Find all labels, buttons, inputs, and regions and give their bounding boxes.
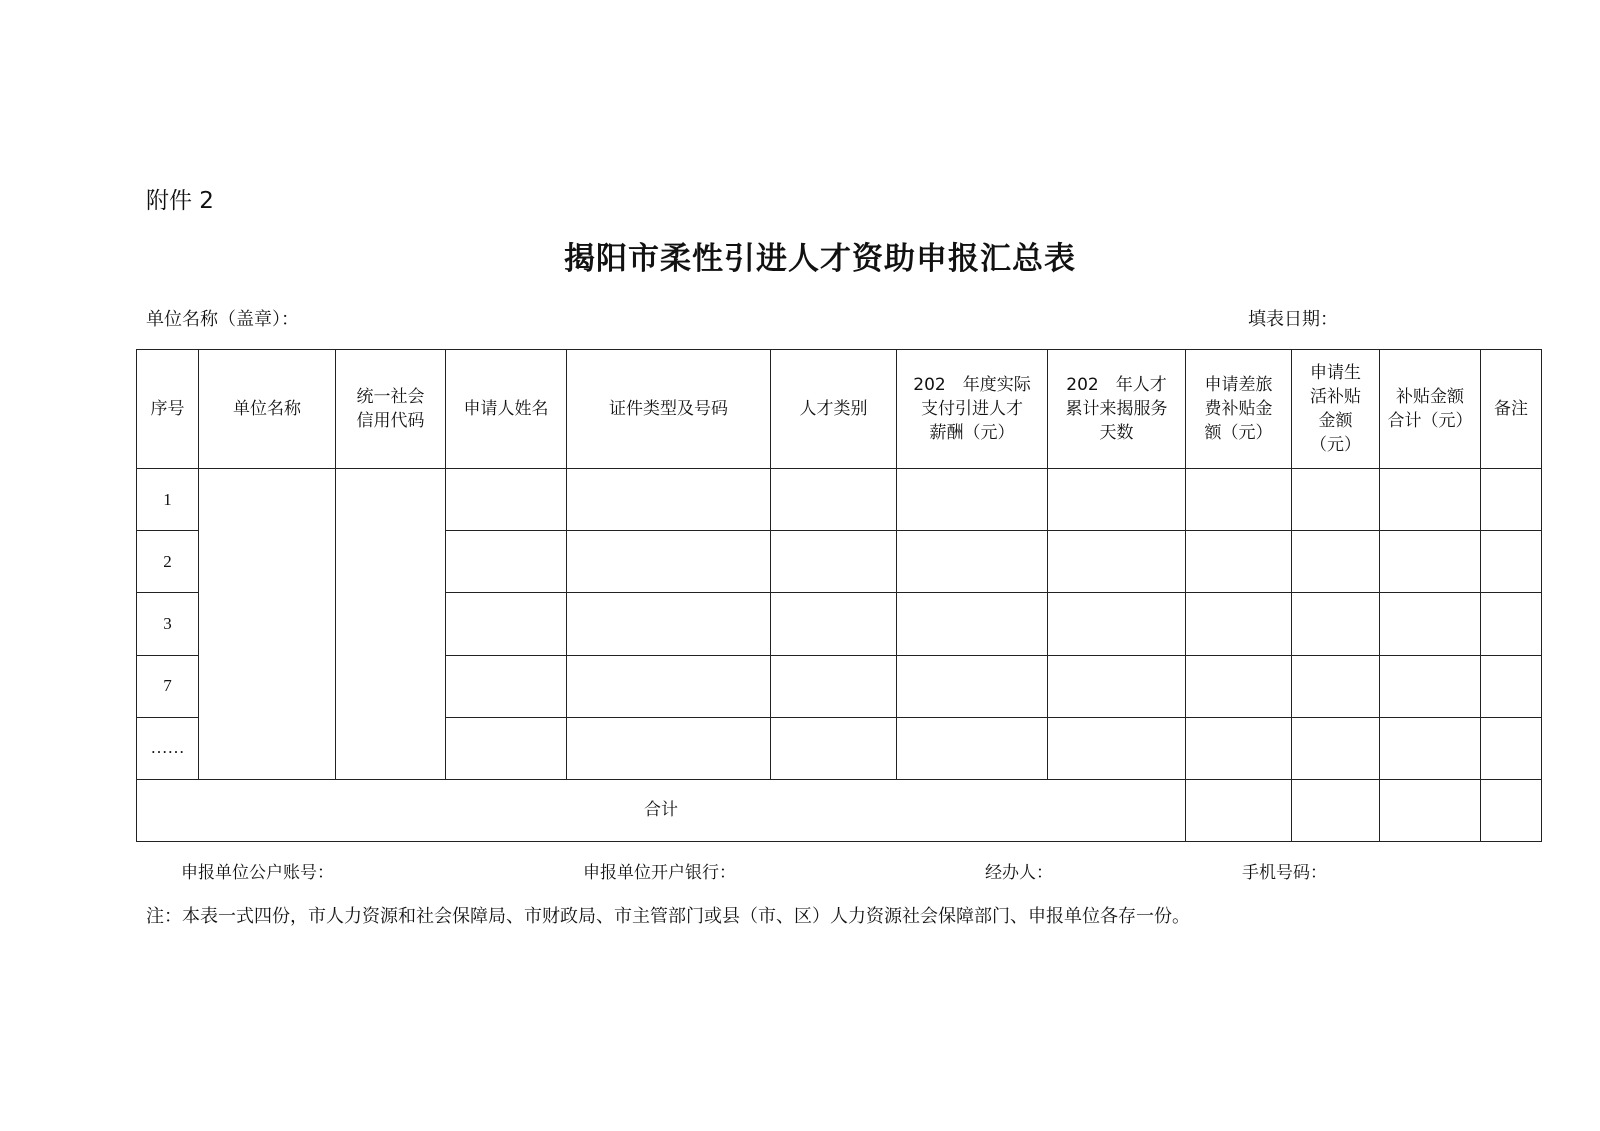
page-title: 揭阳市柔性引进人才资助申报汇总表 <box>564 241 1076 277</box>
table-row <box>137 469 1542 531</box>
header-applicant: 申请人姓名 <box>446 350 567 469</box>
header-remark: 备注 <box>1481 350 1542 469</box>
total-row <box>137 779 1542 841</box>
row-number: 1 <box>137 469 199 531</box>
phone-label: 手机号码： <box>1242 863 1327 883</box>
header-travel-subsidy: 申请差旅 费补贴金 额（元） <box>1186 350 1292 469</box>
total-label: 合计 <box>137 779 1186 841</box>
header-unit-name: 单位名称 <box>199 350 336 469</box>
attachment-label: 附件 2 <box>146 188 214 214</box>
total-remark-cell[interactable] <box>1481 779 1542 841</box>
unit-name-cell[interactable] <box>199 469 336 780</box>
account-label: 申报单位公户账号： <box>181 863 334 883</box>
total-travel-cell[interactable] <box>1186 779 1292 841</box>
unit-name-label: 单位名称（盖章）： <box>146 309 299 330</box>
header-seq: 序号 <box>137 350 199 469</box>
total-subsidy-cell[interactable] <box>1380 779 1481 841</box>
header-id-type: 证件类型及号码 <box>567 350 771 469</box>
row-number: …… <box>137 717 199 779</box>
header-salary: 202 年度实际 支付引进人才 薪酬（元） <box>897 350 1048 469</box>
row-number: 3 <box>137 593 199 655</box>
footnote: 注：本表一式四份，市人力资源和社会保障局、市财政局、市主管部门或县（市、区）人力资源社会保障部门、申报单位各存一份。 <box>146 906 1190 927</box>
row-number: 2 <box>137 531 199 593</box>
header-credit-code: 统一社会 信用代码 <box>336 350 446 469</box>
credit-code-cell[interactable] <box>336 469 446 780</box>
total-living-cell[interactable] <box>1292 779 1380 841</box>
fill-date-label: 填表日期： <box>1248 309 1338 330</box>
header-talent-type: 人才类别 <box>771 350 897 469</box>
summary-table <box>136 349 1542 842</box>
header-service-days: 202 年人才 累计来揭服务 天数 <box>1048 350 1186 469</box>
handler-label: 经办人： <box>985 863 1053 883</box>
header-row <box>137 350 1542 469</box>
row-number: 7 <box>137 655 199 717</box>
header-subsidy-total: 补贴金额 合计（元） <box>1380 350 1481 469</box>
bank-label: 申报单位开户银行： <box>583 863 736 883</box>
header-living-subsidy: 申请生 活补贴 金额 （元） <box>1292 350 1380 469</box>
